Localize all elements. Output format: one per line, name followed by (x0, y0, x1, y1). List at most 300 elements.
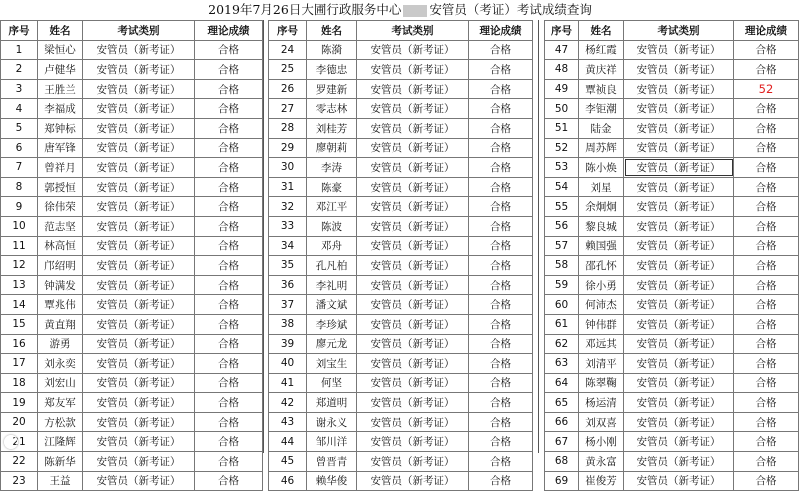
table-row (545, 79, 799, 99)
cell-category[interactable]: 安管员（新考证） (357, 40, 469, 60)
cell-score[interactable]: 合格 (734, 40, 799, 60)
cell-name[interactable]: 林高恒 (38, 236, 83, 256)
cell-seq[interactable]: 5 (1, 118, 38, 138)
cell-seq[interactable]: 30 (269, 158, 307, 178)
cell-category[interactable]: 安管员（新考证） (357, 158, 469, 178)
cell-category[interactable]: 安管员（新考证） (83, 295, 195, 315)
cell-category[interactable]: 安管员（新考证） (357, 432, 469, 452)
table-row (1, 99, 263, 119)
cell-seq[interactable]: 9 (1, 197, 38, 217)
cell-seq[interactable]: 4 (1, 99, 38, 119)
cell-score[interactable]: 合格 (469, 412, 533, 432)
cell-score[interactable]: 合格 (734, 471, 799, 491)
cell-score[interactable]: 合格 (469, 256, 533, 276)
cell-category[interactable]: 安管员（新考证） (357, 197, 469, 217)
cell-score[interactable]: 合格 (734, 99, 799, 119)
cell-seq[interactable]: 11 (1, 236, 38, 256)
cell-name[interactable]: 陈小焕 (579, 158, 624, 178)
cell-name[interactable]: 何坚 (307, 373, 357, 393)
cell-seq[interactable]: 57 (545, 236, 579, 256)
cell-score[interactable]: 合格 (195, 373, 263, 393)
table-row (1, 197, 263, 217)
cell-score[interactable]: 合格 (469, 138, 533, 158)
cell-category[interactable]: 安管员（新考证） (357, 295, 469, 315)
cell-score[interactable]: 合格 (195, 295, 263, 315)
table-row (269, 118, 533, 138)
cell-seq[interactable]: 41 (269, 373, 307, 393)
cell-score[interactable]: 合格 (734, 432, 799, 452)
cell-score[interactable]: 合格 (469, 373, 533, 393)
cell-score[interactable]: 合格 (195, 334, 263, 354)
cell-seq[interactable]: 19 (1, 393, 38, 413)
cell-name[interactable]: 邹川洋 (307, 432, 357, 452)
cell-name[interactable]: 郑钟标 (38, 118, 83, 138)
cell-name[interactable]: 刘永奕 (38, 354, 83, 374)
cell-score[interactable]: 合格 (734, 373, 799, 393)
cell-score[interactable]: 合格 (195, 452, 263, 472)
cell-name[interactable]: 覃兆伟 (38, 295, 83, 315)
table-row (1, 256, 263, 276)
cell-name[interactable]: 谢永义 (307, 412, 357, 432)
cell-score[interactable]: 合格 (195, 354, 263, 374)
cell-score[interactable]: 合格 (195, 118, 263, 138)
table-row (269, 334, 533, 354)
cell-name[interactable]: 曾祥月 (38, 158, 83, 178)
cell-category[interactable]: 安管员（新考证） (624, 393, 734, 413)
cell-category[interactable]: 安管员（新考证） (83, 236, 195, 256)
cell-score[interactable]: 合格 (734, 197, 799, 217)
cell-category[interactable]: 安管员（新考证） (83, 275, 195, 295)
cell-name[interactable]: 李福成 (38, 99, 83, 119)
cell-score[interactable]: 合格 (195, 158, 263, 178)
cell-seq[interactable]: 45 (269, 452, 307, 472)
cell-seq[interactable]: 35 (269, 256, 307, 276)
cell-seq[interactable]: 1 (1, 40, 38, 60)
cell-category[interactable]: 安管员（新考证） (357, 354, 469, 374)
cell-seq[interactable]: 29 (269, 138, 307, 158)
cell-name[interactable]: 郑友军 (38, 393, 83, 413)
cell-seq[interactable]: 69 (545, 471, 579, 491)
camera-watermark-icon (4, 435, 18, 449)
table-row (269, 412, 533, 432)
cell-name[interactable]: 李珍斌 (307, 314, 357, 334)
cell-seq[interactable]: 58 (545, 256, 579, 276)
cell-name[interactable]: 李钜潮 (579, 99, 624, 119)
cell-seq[interactable]: 27 (269, 99, 307, 119)
cell-name[interactable]: 杨红霞 (579, 40, 624, 60)
cell-category[interactable]: 安管员（新考证） (624, 79, 734, 99)
cell-score[interactable]: 合格 (734, 118, 799, 138)
cell-name[interactable]: 周苏辉 (579, 138, 624, 158)
table-row (269, 197, 533, 217)
block-divider (538, 20, 539, 453)
table-row (1, 236, 263, 256)
cell-category[interactable]: 安管员（新考证） (83, 60, 195, 80)
cell-score[interactable]: 合格 (469, 452, 533, 472)
cell-category[interactable]: 安管员（新考证） (624, 236, 734, 256)
cell-seq[interactable]: 23 (1, 471, 38, 491)
cell-name[interactable]: 江隆辉 (38, 432, 83, 452)
cell-seq[interactable]: 56 (545, 216, 579, 236)
cell-category[interactable]: 安管员（新考证） (83, 177, 195, 197)
cell-seq[interactable]: 48 (545, 60, 579, 80)
cell-name[interactable]: 覃祯良 (579, 79, 624, 99)
table-row (545, 334, 799, 354)
cell-name[interactable]: 潘文斌 (307, 295, 357, 315)
cell-score[interactable]: 合格 (469, 334, 533, 354)
cell-score[interactable]: 合格 (195, 138, 263, 158)
cell-category[interactable]: 安管员（新考证） (83, 79, 195, 99)
cell-category[interactable]: 安管员（新考证） (357, 256, 469, 276)
cell-seq[interactable]: 2 (1, 60, 38, 80)
cell-name[interactable]: 刘星 (579, 177, 624, 197)
cell-score[interactable]: 合格 (195, 275, 263, 295)
cell-score[interactable]: 合格 (195, 314, 263, 334)
cell-score[interactable]: 合格 (469, 354, 533, 374)
cell-category[interactable]: 安管员（新考证） (624, 158, 734, 178)
cell-score[interactable]: 52 (734, 79, 799, 99)
cell-name[interactable]: 廖朝莉 (307, 138, 357, 158)
cell-category[interactable]: 安管员（新考证） (83, 373, 195, 393)
cell-name[interactable]: 廖元龙 (307, 334, 357, 354)
cell-name[interactable]: 方松款 (38, 412, 83, 432)
cell-name[interactable]: 崔俊芳 (579, 471, 624, 491)
cell-score[interactable]: 合格 (734, 177, 799, 197)
cell-score[interactable]: 合格 (195, 393, 263, 413)
cell-score[interactable]: 合格 (195, 197, 263, 217)
header-score: 理论成绩 (734, 21, 799, 41)
cell-score[interactable]: 合格 (469, 158, 533, 178)
cell-score[interactable]: 合格 (469, 275, 533, 295)
cell-seq[interactable]: 7 (1, 158, 38, 178)
cell-name[interactable]: 黎良城 (579, 216, 624, 236)
cell-seq[interactable]: 16 (1, 334, 38, 354)
cell-category[interactable]: 安管员（新考证） (357, 60, 469, 80)
cell-category[interactable]: 安管员（新考证） (83, 256, 195, 276)
cell-name[interactable]: 徐伟荣 (38, 197, 83, 217)
cell-name[interactable]: 刘宏山 (38, 373, 83, 393)
cell-seq[interactable]: 43 (269, 412, 307, 432)
cell-name[interactable]: 赖国强 (579, 236, 624, 256)
cell-category[interactable]: 安管员（新考证） (357, 177, 469, 197)
cell-seq[interactable]: 63 (545, 354, 579, 374)
cell-seq[interactable]: 28 (269, 118, 307, 138)
cell-category[interactable]: 安管员（新考证） (624, 471, 734, 491)
cell-name[interactable]: 钟满发 (38, 275, 83, 295)
cell-name[interactable]: 黄直翔 (38, 314, 83, 334)
cell-seq[interactable]: 6 (1, 138, 38, 158)
cell-name[interactable]: 黄庆祥 (579, 60, 624, 80)
cell-category[interactable]: 安管员（新考证） (624, 60, 734, 80)
cell-name[interactable]: 刘双喜 (579, 412, 624, 432)
cell-name[interactable]: 陈波 (307, 216, 357, 236)
cell-seq[interactable]: 31 (269, 177, 307, 197)
cell-score[interactable]: 合格 (469, 314, 533, 334)
cell-score[interactable]: 合格 (469, 197, 533, 217)
cell-seq[interactable]: 10 (1, 216, 38, 236)
cell-name[interactable]: 邓舟 (307, 236, 357, 256)
cell-score[interactable]: 合格 (195, 40, 263, 60)
cell-category[interactable]: 安管员（新考证） (357, 138, 469, 158)
cell-name[interactable]: 钟伟群 (579, 314, 624, 334)
cell-name[interactable]: 唐军锋 (38, 138, 83, 158)
cell-name[interactable]: 陈新华 (38, 452, 83, 472)
cell-score[interactable]: 合格 (734, 334, 799, 354)
cell-name[interactable]: 零志林 (307, 99, 357, 119)
cell-name[interactable]: 梁恒心 (38, 40, 83, 60)
cell-category[interactable]: 安管员（新考证） (83, 138, 195, 158)
watermark (4, 435, 90, 451)
cell-name[interactable]: 余炯炯 (579, 197, 624, 217)
cell-seq[interactable]: 51 (545, 118, 579, 138)
cell-seq[interactable]: 32 (269, 197, 307, 217)
cell-seq[interactable]: 20 (1, 412, 38, 432)
cell-seq[interactable]: 64 (545, 373, 579, 393)
header-category: 考试类别 (83, 21, 195, 41)
cell-seq[interactable]: 15 (1, 314, 38, 334)
cell-score[interactable]: 合格 (195, 60, 263, 80)
cell-seq[interactable]: 12 (1, 256, 38, 276)
cell-name[interactable]: 陈翠鞠 (579, 373, 624, 393)
cell-name[interactable]: 杨小刚 (579, 432, 624, 452)
cell-category[interactable]: 安管员（新考证） (357, 471, 469, 491)
cell-name[interactable]: 刘清平 (579, 354, 624, 374)
cell-category[interactable]: 安管员（新考证） (357, 314, 469, 334)
cell-score[interactable]: 合格 (734, 216, 799, 236)
cell-seq[interactable]: 14 (1, 295, 38, 315)
cell-score[interactable]: 合格 (734, 354, 799, 374)
cell-seq[interactable]: 18 (1, 373, 38, 393)
cell-name[interactable]: 罗建新 (307, 79, 357, 99)
cell-seq[interactable]: 50 (545, 99, 579, 119)
cell-category[interactable]: 安管员（新考证） (357, 275, 469, 295)
cell-name[interactable]: 赖华俊 (307, 471, 357, 491)
cell-score[interactable]: 合格 (195, 432, 263, 452)
cell-category[interactable]: 安管员（新考证） (357, 412, 469, 432)
cell-score[interactable]: 合格 (195, 412, 263, 432)
table-row (269, 452, 533, 472)
cell-score[interactable]: 合格 (195, 99, 263, 119)
cell-category[interactable]: 安管员（新考证） (83, 393, 195, 413)
cell-category[interactable]: 安管员（新考证） (357, 118, 469, 138)
cell-score[interactable]: 合格 (469, 236, 533, 256)
cell-category[interactable]: 安管员（新考证） (83, 432, 195, 452)
cell-category[interactable]: 安管员（新考证） (83, 334, 195, 354)
cell-category[interactable]: 安管员（新考证） (624, 40, 734, 60)
cell-category[interactable]: 安管员（新考证） (357, 236, 469, 256)
cell-category[interactable]: 安管员（新考证） (624, 99, 734, 119)
cell-seq[interactable]: 65 (545, 393, 579, 413)
cell-category[interactable]: 安管员（新考证） (624, 138, 734, 158)
cell-name[interactable]: 游勇 (38, 334, 83, 354)
cell-seq[interactable]: 44 (269, 432, 307, 452)
cell-seq[interactable]: 49 (545, 79, 579, 99)
cell-category[interactable]: 安管员（新考证） (357, 452, 469, 472)
cell-category[interactable]: 安管员（新考证） (83, 158, 195, 178)
cell-category[interactable]: 安管员（新考证） (357, 79, 469, 99)
cell-seq[interactable]: 42 (269, 393, 307, 413)
cell-name[interactable]: 王胜兰 (38, 79, 83, 99)
cell-category[interactable]: 安管员（新考证） (624, 256, 734, 276)
cell-score[interactable]: 合格 (734, 60, 799, 80)
cell-seq[interactable]: 22 (1, 452, 38, 472)
cell-name[interactable]: 刘桂芳 (307, 118, 357, 138)
cell-name[interactable]: 陈豪 (307, 177, 357, 197)
cell-seq[interactable]: 37 (269, 295, 307, 315)
cell-category[interactable]: 安管员（新考证） (83, 471, 195, 491)
cell-name[interactable]: 曾晋青 (307, 452, 357, 472)
cell-seq[interactable]: 21 (1, 432, 38, 452)
cell-seq[interactable]: 17 (1, 354, 38, 374)
cell-name[interactable]: 李涛 (307, 158, 357, 178)
cell-name[interactable]: 邓江平 (307, 197, 357, 217)
cell-name[interactable]: 范志坚 (38, 216, 83, 236)
cell-seq[interactable]: 36 (269, 275, 307, 295)
cell-score[interactable]: 合格 (734, 275, 799, 295)
cell-score[interactable]: 合格 (469, 432, 533, 452)
cell-score[interactable]: 合格 (469, 295, 533, 315)
cell-category[interactable]: 安管员（新考证） (624, 334, 734, 354)
cell-name[interactable]: 卢健华 (38, 60, 83, 80)
cell-category[interactable]: 安管员（新考证） (357, 216, 469, 236)
redacted-region (403, 5, 427, 17)
cell-name[interactable]: 杨运清 (579, 393, 624, 413)
cell-category[interactable]: 安管员（新考证） (624, 373, 734, 393)
cell-name[interactable]: 邓远其 (579, 334, 624, 354)
table-row (545, 60, 799, 80)
cell-seq[interactable]: 33 (269, 216, 307, 236)
cell-category[interactable]: 安管员（新考证） (83, 118, 195, 138)
cell-score[interactable]: 合格 (469, 60, 533, 80)
cell-name[interactable]: 邝绍明 (38, 256, 83, 276)
cell-name[interactable]: 郭授恒 (38, 177, 83, 197)
cell-category[interactable]: 安管员（新考证） (624, 432, 734, 452)
cell-score[interactable]: 合格 (469, 79, 533, 99)
table-row (545, 256, 799, 276)
cell-category[interactable]: 安管员（新考证） (83, 452, 195, 472)
cell-seq[interactable]: 3 (1, 79, 38, 99)
cell-seq[interactable]: 13 (1, 275, 38, 295)
cell-category[interactable]: 安管员（新考证） (83, 354, 195, 374)
cell-category[interactable]: 安管员（新考证） (357, 334, 469, 354)
cell-score[interactable]: 合格 (195, 471, 263, 491)
cell-category[interactable]: 安管员（新考证） (624, 354, 734, 374)
cell-category[interactable]: 安管员（新考证） (624, 216, 734, 236)
cell-seq[interactable]: 62 (545, 334, 579, 354)
cell-score[interactable]: 合格 (469, 177, 533, 197)
cell-category[interactable]: 安管员（新考证） (83, 412, 195, 432)
cell-seq[interactable]: 53 (545, 158, 579, 178)
cell-name[interactable]: 陆金 (579, 118, 624, 138)
cell-score[interactable]: 合格 (469, 393, 533, 413)
cell-score[interactable]: 合格 (734, 256, 799, 276)
cell-seq[interactable]: 61 (545, 314, 579, 334)
cell-name[interactable]: 何沛杰 (579, 295, 624, 315)
cell-category[interactable]: 安管员（新考证） (624, 452, 734, 472)
cell-category[interactable]: 安管员（新考证） (357, 393, 469, 413)
cell-category[interactable]: 安管员（新考证） (624, 118, 734, 138)
cell-category[interactable]: 安管员（新考证） (83, 197, 195, 217)
cell-score[interactable]: 合格 (195, 79, 263, 99)
cell-category[interactable]: 安管员（新考证） (83, 99, 195, 119)
cell-category[interactable]: 安管员（新考证） (83, 216, 195, 236)
cell-score[interactable]: 合格 (734, 236, 799, 256)
cell-name[interactable]: 邵孔怀 (579, 256, 624, 276)
cell-category[interactable]: 安管员（新考证） (624, 197, 734, 217)
cell-seq[interactable]: 66 (545, 412, 579, 432)
cell-score[interactable]: 合格 (734, 452, 799, 472)
cell-score[interactable]: 合格 (469, 40, 533, 60)
table-row (545, 118, 799, 138)
cell-seq[interactable]: 39 (269, 334, 307, 354)
cell-score[interactable]: 合格 (195, 216, 263, 236)
cell-category[interactable]: 安管员（新考证） (357, 373, 469, 393)
table-row (1, 138, 263, 158)
cell-category[interactable]: 安管员（新考证） (624, 295, 734, 315)
cell-score[interactable]: 合格 (734, 295, 799, 315)
cell-seq[interactable]: 47 (545, 40, 579, 60)
cell-seq[interactable]: 67 (545, 432, 579, 452)
cell-category[interactable]: 安管员（新考证） (83, 314, 195, 334)
cell-name[interactable]: 徐小勇 (579, 275, 624, 295)
cell-score[interactable]: 合格 (734, 138, 799, 158)
cell-category[interactable]: 安管员（新考证） (357, 99, 469, 119)
cell-seq[interactable]: 68 (545, 452, 579, 472)
results-table-3 (544, 20, 799, 491)
cell-seq[interactable]: 8 (1, 177, 38, 197)
cell-score[interactable]: 合格 (195, 236, 263, 256)
cell-name[interactable]: 李礼明 (307, 275, 357, 295)
cell-seq[interactable]: 52 (545, 138, 579, 158)
cell-category[interactable]: 安管员（新考证） (624, 177, 734, 197)
cell-score[interactable]: 合格 (469, 118, 533, 138)
cell-score[interactable]: 合格 (734, 314, 799, 334)
cell-name[interactable]: 郑道明 (307, 393, 357, 413)
cell-category[interactable]: 安管员（新考证） (83, 40, 195, 60)
cell-name[interactable]: 孔凡柏 (307, 256, 357, 276)
cell-score[interactable]: 合格 (734, 158, 799, 178)
cell-seq[interactable]: 59 (545, 275, 579, 295)
cell-seq[interactable]: 26 (269, 79, 307, 99)
cell-seq[interactable]: 60 (545, 295, 579, 315)
cell-score[interactable]: 合格 (469, 216, 533, 236)
cell-category[interactable]: 安管员（新考证） (624, 314, 734, 334)
cell-score[interactable]: 合格 (469, 99, 533, 119)
cell-seq[interactable]: 34 (269, 236, 307, 256)
cell-seq[interactable]: 40 (269, 354, 307, 374)
cell-name[interactable]: 黄永富 (579, 452, 624, 472)
cell-score[interactable]: 合格 (734, 412, 799, 432)
cell-seq[interactable]: 55 (545, 197, 579, 217)
cell-seq[interactable]: 24 (269, 40, 307, 60)
cell-category[interactable]: 安管员（新考证） (624, 275, 734, 295)
cell-seq[interactable]: 54 (545, 177, 579, 197)
cell-name[interactable]: 刘宝生 (307, 354, 357, 374)
cell-score[interactable]: 合格 (195, 256, 263, 276)
cell-score[interactable]: 合格 (195, 177, 263, 197)
cell-category[interactable]: 安管员（新考证） (624, 412, 734, 432)
cell-name[interactable]: 王益 (38, 471, 83, 491)
cell-name[interactable]: 李德忠 (307, 60, 357, 80)
table-row (545, 197, 799, 217)
cell-seq[interactable]: 38 (269, 314, 307, 334)
cell-seq[interactable]: 25 (269, 60, 307, 80)
cell-seq[interactable]: 46 (269, 471, 307, 491)
table-row (545, 216, 799, 236)
cell-score[interactable]: 合格 (734, 393, 799, 413)
cell-score[interactable]: 合格 (469, 471, 533, 491)
cell-name[interactable]: 陈漪 (307, 40, 357, 60)
